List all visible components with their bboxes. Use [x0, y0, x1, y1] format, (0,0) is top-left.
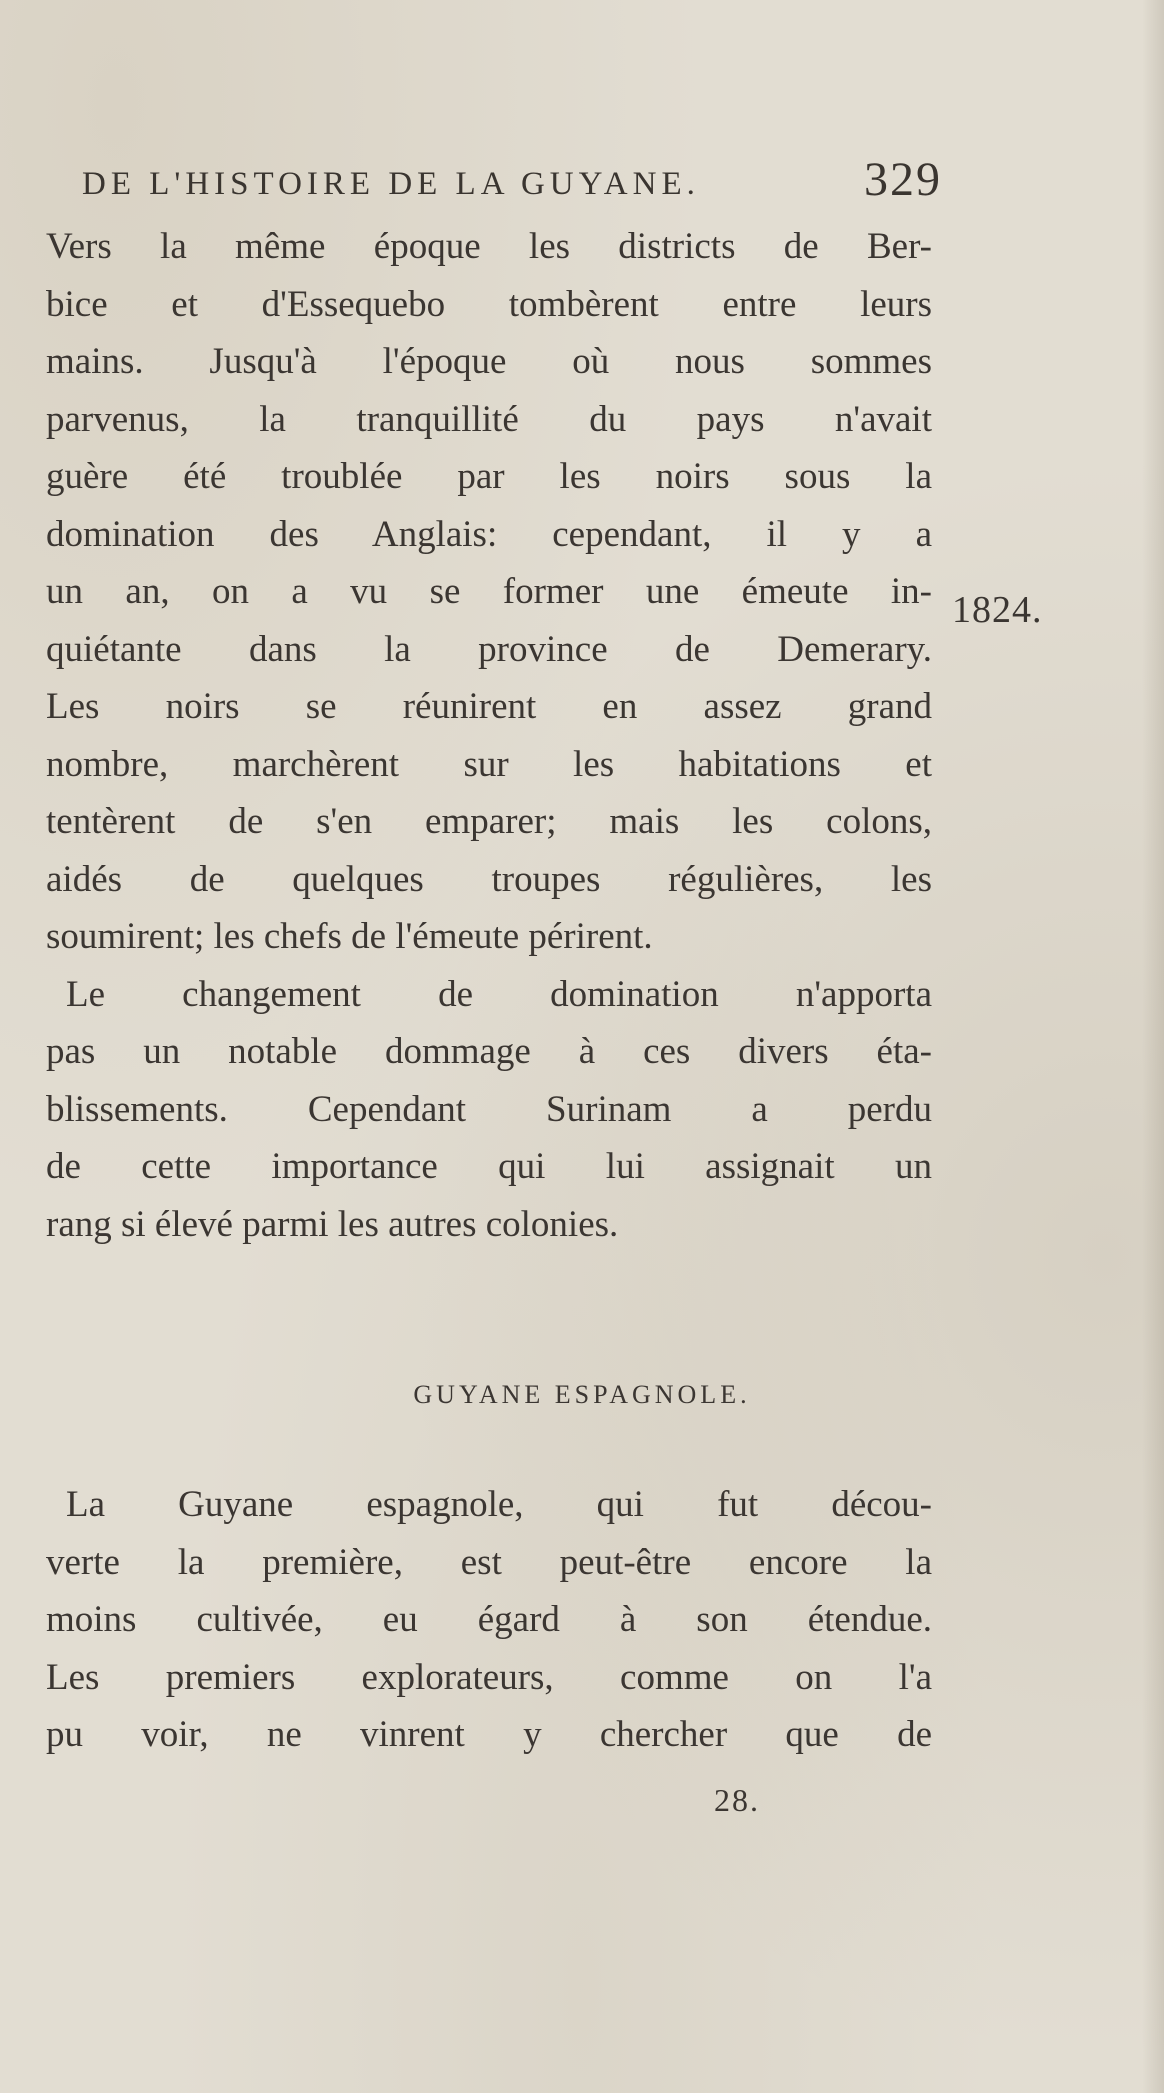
text-line: aidés de quelques troupes régulières, les [46, 858, 932, 900]
running-head-title: DE L'HISTOIRE DE LA GUYANE. [82, 166, 700, 202]
text-line: Le changement de domination n'apporta [66, 973, 932, 1015]
main-text-block [46, 218, 932, 1253]
text-line: pas un notable dommage à ces divers éta- [46, 1031, 932, 1072]
paragraph-2 [46, 966, 932, 1254]
text-line: nombre, marchèrent sur les habitations et [46, 743, 932, 785]
text-line: mains. Jusqu'à l'époque où nous sommes [46, 341, 932, 382]
section-heading: GUYANE ESPAGNOLE. [413, 1380, 751, 1409]
text-line: tentèrent de s'en emparer; mais les colons, [46, 801, 932, 842]
text-line: soumirent; les chefs de l'émeute périrent. [46, 916, 653, 957]
text-line: un an, on a vu se former une émeute in- [46, 571, 932, 612]
text-line: guère été troublée par les noirs sous la [46, 456, 932, 497]
text-line: quiétante dans la province de Demerary. [46, 628, 932, 670]
page-edge-shadow [1142, 0, 1164, 2093]
text-line: Vers la même époque les districts de Ber- [46, 226, 932, 267]
text-line: pu voir, ne vinrent y chercher que de [46, 1714, 932, 1755]
page-number: 329 [864, 153, 942, 206]
margin-date-note: 1824. [952, 589, 1043, 631]
text-line: rang si élevé parmi les autres colonies. [46, 1203, 619, 1245]
text-line: verte la première, est peut-être encore la [46, 1541, 932, 1583]
running-head [82, 152, 942, 212]
text-line: La Guyane espagnole, qui fut décou- [66, 1484, 932, 1525]
text-line: bice et d'Essequebo tombèrent entre leurs [46, 283, 932, 325]
text-line: blissements. Cependant Surinam a perdu [46, 1088, 932, 1130]
paragraph-3 [46, 1476, 932, 1764]
paragraph-1 [46, 218, 932, 966]
text-line: domination des Anglais: cependant, il y a [46, 513, 932, 555]
text-line: parvenus, la tranquillité du pays n'avait [46, 398, 932, 440]
text-line: Les noirs se réunirent en assez grand [46, 686, 932, 727]
text-line: moins cultivée, eu égard à son étendue. [46, 1599, 932, 1640]
section-text-block [46, 1476, 932, 1764]
text-line: Les premiers explorateurs, comme on l'a [46, 1656, 932, 1698]
signature-mark: 28. [714, 1782, 760, 1818]
text-line: de cette importance qui lui assignait un [46, 1146, 932, 1187]
